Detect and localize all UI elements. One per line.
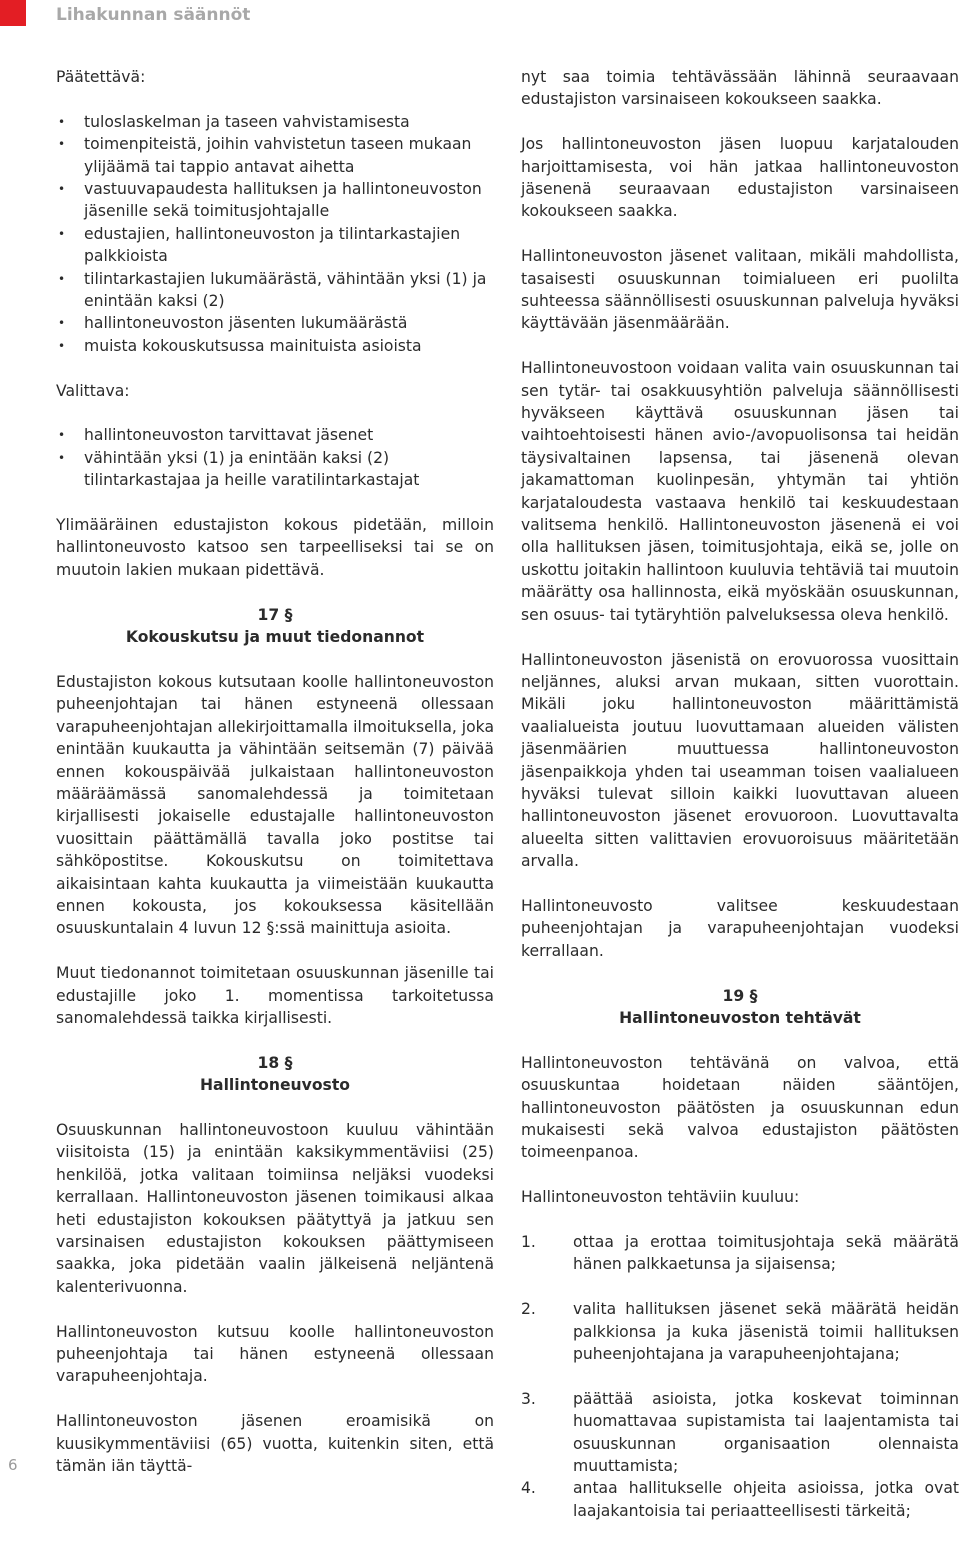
- item-text: ottaa ja erottaa toimitusjohtaja sekä määrätä hänen palkkaetunsa ja sijaisensa;: [573, 1232, 959, 1274]
- list-item: [521, 1477, 959, 1522]
- paragraph: Muut tiedonannot toimitetaan osuuskunnan jäsenille tai edustajille joko 1. momentissa tarkoitetussa sanomalehdessä taikka kirjallisesti.: [56, 964, 494, 1027]
- list-item: • muista kokouskutsussa mainituista asioista: [56, 335, 494, 357]
- tasks-label: Hallintoneuvoston tehtäviin kuuluu:: [521, 1188, 800, 1207]
- list-item: • hallintoneuvoston jäsenten lukumäärästä: [56, 312, 494, 334]
- brand-mark: [0, 0, 26, 26]
- left-column: [56, 66, 494, 1500]
- section-title: Kokouskutsu ja muut tiedonannot: [125, 628, 425, 647]
- list-item: • vähintään yksi (1) ja enintään kaksi (2) tilintarkastajaa ja heille varatilintarkastajat: [56, 447, 494, 492]
- section-title: Hallintoneuvosto: [200, 1076, 350, 1095]
- section-18-heading: [56, 1052, 494, 1097]
- paragraph: Hallintoneuvoston jäsenet valitaan, mikäli mahdollista, tasaisesti osuuskunnan toimialueen eri puolilta suhteessa säännöllisesti osuuskunnan palveluja hyväksi käyttävään jäsenmäärään.: [521, 247, 959, 333]
- elect-list: [56, 424, 494, 491]
- section-17-heading: [56, 604, 494, 649]
- list-item: • tilintarkastajien lukumäärästä, vähintään yksi (1) ja enintään kaksi (2): [56, 268, 494, 313]
- tasks-list: [521, 1231, 959, 1522]
- paragraph: Hallintoneuvoston jäsenistä on erovuorossa vuosittain neljännes, aluksi arvan mukaan, sitten vuorottain. Mikäli joku hallintoneuvoston määrittämistä vaalialueista joutuu luovuttamaan alueiden välisten jäsenmäärien muuttuessa hallintoneuvoston jäsenpaikkoja yhden tai useamman toisen vaalialueen hyväksi tulevat silloin kaikki luovuttavan alueen hallintoneuvoston jäsenet erovuoroon. Luovuttavalta alueelta sitten valittavien erovuoroisuus määritetään arvalla.: [521, 650, 959, 871]
- list-item: • hallintoneuvoston tarvittavat jäsenet: [56, 424, 494, 446]
- list-item: • edustajien, hallintoneuvoston ja tilintarkastajien palkkioista: [56, 223, 494, 268]
- list-item: • vastuuvapaudesta hallituksen ja hallintoneuvoston jäsenille sekä toimitusjohtajalle: [56, 178, 494, 223]
- page-header: [0, 0, 960, 30]
- list-item: • tuloslaskelman ja taseen vahvistamisesta: [56, 111, 494, 133]
- list-item: [521, 1388, 959, 1478]
- paragraph: Hallintoneuvoston kutsuu koolle hallintoneuvoston puheenjohtaja tai hänen estyneenä ollessaan varapuheenjohtaja.: [56, 1322, 494, 1386]
- item-number: 3.: [521, 1389, 536, 1408]
- right-column: [521, 66, 959, 1545]
- item-text: valita hallituksen jäsenet sekä määrätä heidän palkkionsa ja kuka jäsenistä toimii hallituksen puheenjohtajana ja varapuheenjohtajana;: [573, 1300, 959, 1363]
- elect-label: Valittava:: [56, 381, 130, 400]
- paragraph: Hallintoneuvoston jäsenen eroamisikä on kuusikymmentäviisi (65) vuotta, kuitenkin siten, että tämän iän täyttä-: [56, 1412, 494, 1476]
- section-number: 19 §: [722, 986, 758, 1005]
- paragraph: Hallintoneuvostoon voidaan valita vain osuuskunnan tai sen tytär- tai osakkuusyhtiön palveluja säännöllisesti hyväkseen käyttävä osuuskunnan jäsen tai vaihtoehtoisesti hänen avio-/avopuolisonsa tai heidän täysivaltainen lapsensa, tai jäsenenä olevan jakamattoman kuolinpesän, yhtymän tai yhtiön karjataloudesta vastaava henkilö tai keskuudestaan valitsema henkilö. Hallintoneuvoston jäsenenä ei voi olla hallituksen jäsen, toimitusjohtaja, eikä se, jolle on uskottu joitakin hallintoon kuuluvia tehtäviä tai muutoin määrätty osa hallinnosta, eikä myöskään osuuskunnan, sen osuus- tai tytäryhtiön palveluksessa oleva henkilö.: [521, 359, 959, 624]
- list-item: [521, 1298, 959, 1365]
- paragraph: nyt saa toimia tehtävässään lähinnä seuraavaan edustajiston varsinaiseen kokoukseen saakka.: [521, 68, 959, 109]
- section-number: 17 §: [257, 605, 293, 624]
- paragraph: Edustajiston kokous kutsutaan koolle hallintoneuvoston puheenjohtajan tai hänen estyneenä ollessaan varapuheenjohtajan allekirjoittamalla ilmoituksella, joka enintään kuukautta ja vähintään seitsemän (7) päivää ennen kokouspäivää julkaistaan hallintoneuvoston määräämässä sanomalehdessä ja toimitetaan kirjallisesti jokaiselle edustajalle hallintoneuvoston vuosittain päättämällä tavalla joko postitse tai sähköpostitse. Kokouskutsu on toimitettava aikaisintaan kahta kuukautta ja viimeistään kuukautta ennen kokousta, jos kokouksessa käsitellään osuuskuntalain 4 luvun 12 §:ssä mainittuja asioita.: [56, 672, 494, 938]
- document-title: Lihakunnan säännöt: [56, 5, 251, 25]
- decide-list: [56, 111, 494, 357]
- item-number: 4.: [521, 1479, 536, 1498]
- paragraph: Hallintoneuvoston tehtävänä on valvoa, että osuuskuntaa hoidetaan näiden sääntöjen, hallintoneuvoston päätösten ja osuuskunnan edun mukaisesti sekä valvoa edustajiston päätösten toimeenpanoa.: [521, 1053, 959, 1162]
- extra-meeting-paragraph: Ylimääräinen edustajiston kokous pidetään, milloin hallintoneuvosto katsoo sen tarpeelliseksi tai se on muutoin lakien mukaan pidettävä.: [56, 516, 494, 579]
- item-number: 2.: [521, 1300, 536, 1319]
- paragraph: Jos hallintoneuvoston jäsen luopuu karjatalouden harjoittamisesta, voi hän jatkaa hallintoneuvoston jäsenenä seuraavaan edustajiston varsinaiseen kokoukseen saakka.: [521, 135, 959, 221]
- item-text: antaa hallitukselle ohjeita asioissa, jotka ovat laajakantoisia tai periaatteellisesti tärkeitä;: [573, 1479, 959, 1520]
- item-text: päättää asioista, jotka koskevat toiminnan huomattavaa supistamista tai laajentamista tai osuuskunnan organisaation olennaista muuttamista;: [573, 1389, 959, 1476]
- section-number: 18 §: [257, 1053, 293, 1072]
- paragraph: Osuuskunnan hallintoneuvostoon kuuluu vähintään viisitoista (15) ja enintään kaksikymmentäviisi (25) henkilöä, jotka valitaan toimiinsa neljäksi vuodeksi kerrallaan. Hallintoneuvoston jäsenen toimikausi alkaa heti edustajiston kokouksen päätyttyä ja jatkuu sen varsinaisen edustajiston kokouksen päättymiseen saakka, joka pidetään vaalin jälkeisenä neljäntenä kalenterivuonna.: [56, 1120, 494, 1296]
- section-title: Hallintoneuvoston tehtävät: [619, 1008, 861, 1027]
- paragraph: Hallintoneuvosto valitsee keskuudestaan puheenjohtajan ja varapuheenjohtajan vuodeksi kerrallaan.: [521, 896, 959, 960]
- list-item: • toimenpiteistä, joihin vahvistetun taseen mukaan ylijäämä tai tappio antavat aihetta: [56, 133, 494, 178]
- item-number: 1.: [521, 1232, 536, 1251]
- page-number: 6: [8, 1456, 18, 1474]
- section-19-heading: [521, 985, 959, 1030]
- decide-label: Päätettävä:: [56, 68, 146, 86]
- list-item: [521, 1231, 959, 1276]
